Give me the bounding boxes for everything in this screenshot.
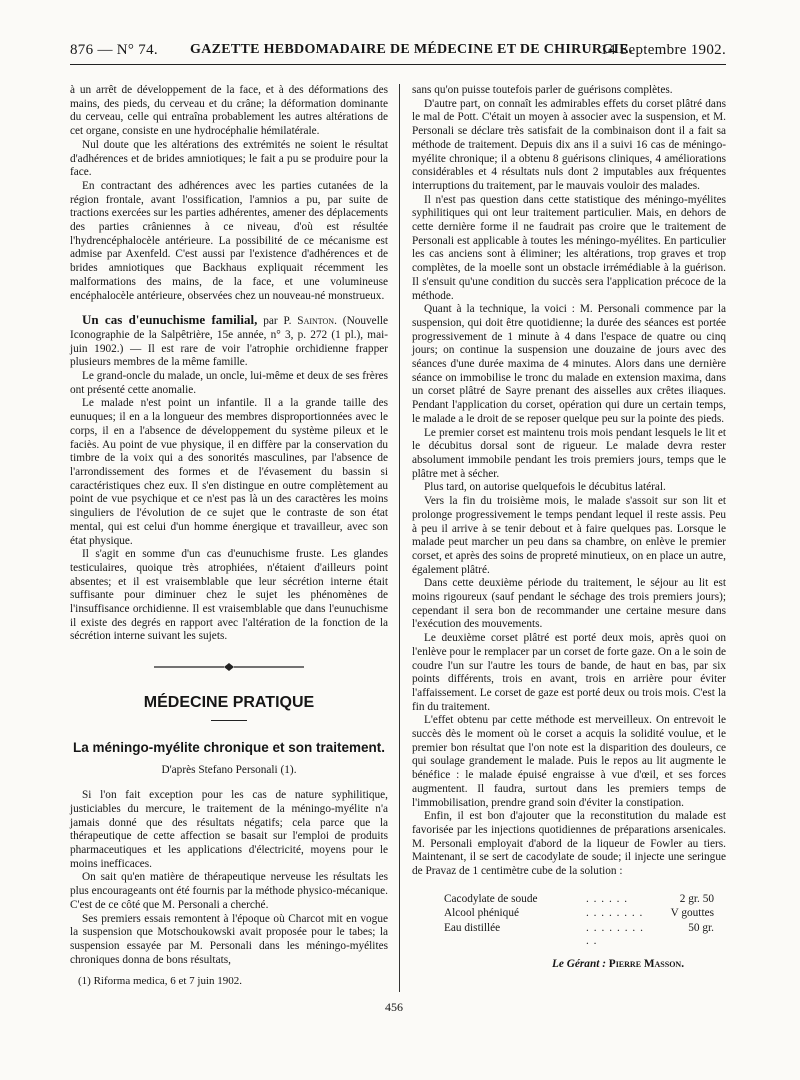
ornament-divider <box>70 662 388 676</box>
header-date: 14 Septembre 1902. <box>600 42 726 58</box>
article-subtitle: La méningo-myélite chronique et son traitement. <box>72 739 386 755</box>
paragraph: Enfin, il est bon d'ajouter que la reconstitution du malade est favorisée par les injections quotidiennes de préparations arsenicales. M. Personali employait d'abord de la liqueur de Fowler au tiers. Maintenant, il se sert de cacodylate de soude; il injecte une seringue de Pravaz de 1 centimètre cube de la solution : <box>412 810 726 878</box>
paragraph: Le deuxième corset plâtré est porté deux mois, après quoi on l'enlève pour le remplacer par un corset de forte gaze. On a le soin de coudre l'un sur l'autre les tours de bande, de haut en bas, par six points différents, trois en avant, trois en arrière pour éviter l'affaissement. Le corset de gaze est porté deux ou trois mois. C'est la fin du traitement. <box>412 632 726 713</box>
article-title: Un cas d'eunuchisme familial, <box>82 312 258 328</box>
article-lead <box>70 313 388 370</box>
right-column <box>412 84 726 948</box>
section-heading: MÉDECINE PRATIQUE <box>143 693 315 711</box>
paragraph: Le grand-oncle du malade, un oncle, lui-même et deux de ses frères ont présenté cette anomalie. <box>70 370 388 396</box>
formula-quantity: 2 gr. 50 <box>679 892 714 905</box>
paragraph: Quant à la technique, la voici : M. Personali commence par la suspension, qui doit être quotidienne; la durée des séances est portée progressivement de 1 minute à 4 dans l'espace de quatre ou cinq jours; on continue la suspension une douzaine de jours avec des séances d'une durée maxima de 4 minutes. Alors dans une dernière séance on immobilise le tronc du malade en extension maxima, dans un corset plâtré de Sayre prenant des aisselles aux crêtes iliaques. Pendant l'application du corset, opération qui dure un certain temps, le malade a le droit de se reposer quelque peu sur la pointe des pieds. <box>412 303 726 425</box>
left-column <box>70 84 388 967</box>
paragraph: Il s'agit en somme d'un cas d'eunuchisme fruste. Les glandes testiculaires, quoique très atrophiées, n'étaient d'ailleurs point absentes; et il est vraisemblable que leur sécrétion interne était suffisante pour diminuer chez le sujet les phénomènes de l'insuffisance orchidienne. Il est vraisemblable que dans l'eunuchisme il existe des degrés en rapport avec l'altération de la fonction de la sécrétion interne suivant les sujets. <box>70 548 388 643</box>
column-divider <box>399 84 400 992</box>
header-rule <box>70 64 726 65</box>
header-page-issue: 876 — N° 74. <box>70 42 158 58</box>
signature-name: Pierre Masson. <box>608 958 685 970</box>
formula-ingredient: Cacodylate de soude <box>444 892 538 905</box>
page-number: 456 <box>385 1000 403 1014</box>
article-author: Sainton <box>297 315 335 328</box>
running-header <box>70 40 726 62</box>
paragraph: Il n'est pas question dans cette statistique des méningo-myélites syphilitiques qui ont leur traitement particulier. Mais, en dehors de cette dernière forme il ne faudrait pas croire que le traitement de Personali est applicable à toutes les méningo-myélites. En particulier les cas anciens sont à éliminer; les altérations, trop graves et trop complètes, de la moelle sont un obstacle irrémédiable à la guérison. Il s'ensuit qu'une condition du succès sera l'application précoce de la méthode. <box>412 193 726 302</box>
paragraph: Ses premiers essais remontent à l'époque où Charcot mit en vogue la suspension que Motschoukowski avait proposée pour le tabes; la suspension essayée par M. Personali dans les méningo-myélites chroniques donna de bons résultats, <box>70 912 388 966</box>
article-citation: . (Nouvelle Iconographie de la Salpêtrière, 15e année, n° 3, p. 272 (1 pl.), mai-juin 1902.) — Il est rare de voir l'atrophie orchidienne frapper plusieurs membres de la même famille. <box>70 315 388 369</box>
formula-quantity: 50 gr. <box>688 921 714 934</box>
prescription-formula <box>444 892 726 948</box>
section-rule <box>211 720 247 721</box>
footnote: (1) Riforma medica, 6 et 7 juin 1902. <box>78 975 243 987</box>
formula-leader: . . . . . . <box>586 892 629 905</box>
article-byline: D'après Stefano Personali (1). <box>161 763 297 776</box>
formula-ingredient: Alcool phéniqué <box>444 907 519 920</box>
paragraph: L'effet obtenu par cette méthode est merveilleux. On entrevoit le succès dès le moment où le corset a acquis la solidité voulue, et le premier bon résultat que l'on note est la disparition des douleurs, ce qui soulage grandement le malade. Puis le repos au lit augmente le bénéfice : le malade épuisé engraisse à vue d'œil, et ses forces augmentent. Il faudra, surtout dans les premiers temps de l'immobilisation, prendre grand soin d'éviter la constipation. <box>412 714 726 809</box>
formula-ingredient: Eau distillée <box>444 921 501 934</box>
paragraph: Si l'on fait exception pour les cas de nature syphilitique, justiciables du mercure, le traitement de la méningo-myélite n'a jamais donné que des résultats négatifs; cela parce que la thérapeutique de cette affection se basait sur l'emploi de produits pharmaceutiques et les applications d'électricité, moyens pour le moins inefficaces. <box>70 789 388 870</box>
formula-row <box>444 907 726 922</box>
header-journal-title: GAZETTE HEBDOMADAIRE DE MÉDECINE ET DE CHIRURGIE. <box>190 42 633 57</box>
paragraph: Le premier corset est maintenu trois mois pendant lesquels le lit et le décubitus dorsal sont de rigueur. Le malade devra rester absolument immobile pendant les trois premiers jours, temps que le plâtre met à sécher. <box>412 426 726 480</box>
formula-quantity: V gouttes <box>670 907 714 920</box>
ornament-rule-icon <box>154 663 304 671</box>
signature-label: Le Gérant : <box>552 958 606 970</box>
paragraph: à un arrêt de développement de la face, et à des déformations des mains, des pieds, du cerveau et du crâne; la déformation dominante du cerveau, celle qui entraîna probablement les autres altérations de cet organe, consiste en une hydrocéphalie hémilatérale. <box>70 84 388 138</box>
paragraph: sans qu'on puisse toutefois parler de guérisons complètes. <box>412 84 673 96</box>
paragraph: Nul doute que les altérations des extrémités ne soient le résultat d'adhérences et de brides amniotiques; le fait a pu se produire pour la face. <box>70 138 388 179</box>
formula-row <box>444 893 726 908</box>
formula-row <box>444 921 726 948</box>
paragraph: Dans cette deuxième période du traitement, le séjour au lit est moins rigoureux (sauf pendant le séchage des trois premiers jours); cependant il sera bon de recommander une certaine mesure dans l'exécution des mouvements. <box>412 577 726 631</box>
formula-leader: . . . . . . . . <box>586 907 644 920</box>
paragraph: Plus tard, on autorise quelquefois le décubitus latéral. <box>424 481 666 494</box>
paragraph: En contractant des adhérences avec les parties cutanées de la région frontale, avant l'ossification, l'amnios a pu, par suite de tractions exercées sur les parties adhérentes, amener des déplacements des parties crâniennes à ce niveau, d'où est résultée l'hydrencéphalocèle antérieure. La possibilité de ce mécanisme est admise par Axenfeld. C'est aussi par l'existence d'adhérences et de brides amniotiques que Backhaus expliquait récemment les malformations des mains, de la face, et une volumineuse encéphalocèle antérieure, observées chez un nouveau-né monstrueux. <box>70 179 388 302</box>
publisher-signature <box>552 958 684 970</box>
formula-leader: . . . . . . . . . . <box>586 921 644 948</box>
paragraph: Le malade n'est point un infantile. Il a la grande taille des eunuques; il en a la longueur des membres disproportionnées avec le corps, il en a l'absence de développement du système pileux et le faciès. Au point de vue physique, il en diffère par la conservation du timbre de la voix qui a des sonorités masculines, par l'absence de l'arrondissement des formes et de l'évasement du bassin si caractéristiques chez eux. Il s'en distingue en outre complètement au point de vue psychique et ce n'est pas là un des caractères les moins singuliers de l'évolution de ce sujet que le contraste de son état mental, qui est celui d'un homme énergique et travailleur, avec son état physique. <box>70 397 388 547</box>
paragraph: On sait qu'en matière de thérapeutique nerveuse les résultats les plus encourageants ont été fournis par la méthode physico-mécanique. C'est de ce côté que M. Personali a cherché. <box>70 871 388 911</box>
paragraph: D'autre part, on connaît les admirables effets du corset plâtré dans le mal de Pott. C'était un moyen à associer avec la suspension, et M. Personali se déclare très satisfait de la combinaison dont il a fait sa méthode de traitement. Depuis dix ans il a suivi 16 cas de méningo-myélite chronique; il a obtenu 8 guérisons cliniques, 4 améliorations considérables et 4 résultats nuls dont 2 imputables aux fréquentes interruptions du traitement, par le mauvais vouloir des malades. <box>412 97 726 192</box>
paragraph: Vers la fin du troisième mois, le malade s'assoit sur son lit et prolonge progressivement le temps pendant lequel il reste assis. Peu à peu il arrive à se tenir debout et à faire quelques pas. Lorsque le malade peut marcher un peu dans sa chambre, on enlève le premier corset, et après des soins de propreté minutieux, on en place un autre, également plâtré. <box>412 495 726 576</box>
article-by: par P. <box>257 315 298 328</box>
